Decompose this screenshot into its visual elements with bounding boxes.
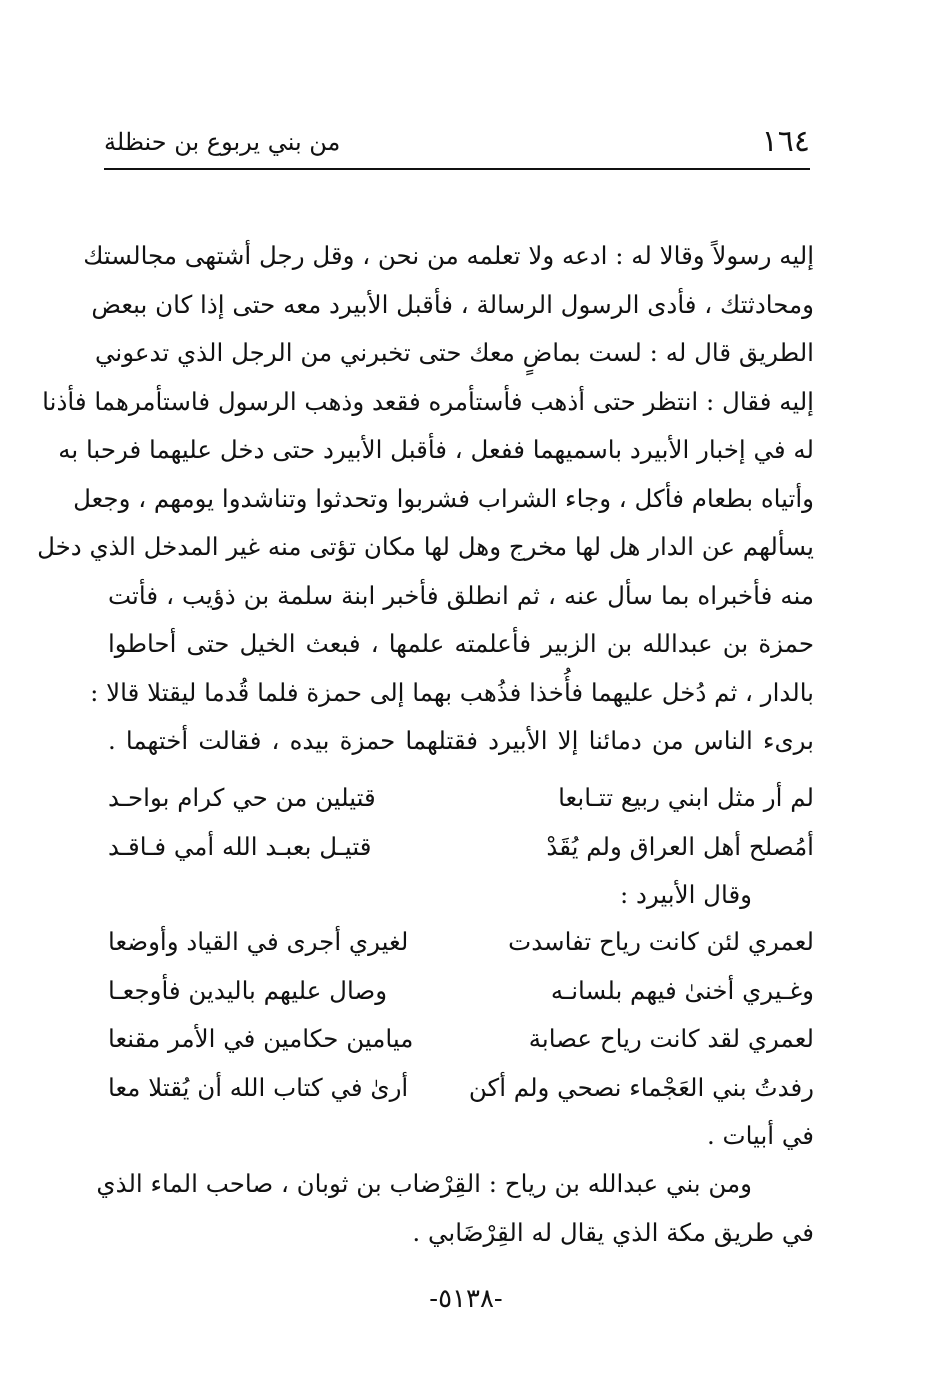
first-hemistich: لعمري لقد كانت رياح عصابة <box>528 1024 814 1053</box>
verse-line <box>108 967 814 1016</box>
page-header <box>104 118 810 170</box>
text-line: يسألهم عن الدار هل لها مخرج وهل لها مكان تؤتى منه غير المدخل الذي دخل <box>37 532 814 561</box>
verse-line <box>108 774 814 823</box>
text-line: إليه رسولاً وقالا له : ادعه ولا تعلمه من نحن ، وقل رجل أشتهى مجالستك <box>83 241 814 270</box>
second-hemistich: قتيـل بعبـد الله أمي فـاقـد <box>108 831 372 861</box>
text-line: ومحادثتك ، فأدى الرسول الرسالة ، فأقبل الأبيرد معه حتى إذا كان ببعض <box>91 289 814 319</box>
poem-intro: وقال الأبيرد : <box>619 880 752 909</box>
first-hemistich: وغـيري أخنىٰ فيهم بلسانـه <box>550 975 814 1005</box>
text-line: إليه فقال : انتظر حتى أذهب فأستأمره فقعد وذهب الرسول فاستأمرهما فأذنا <box>42 386 814 416</box>
second-hemistich: قتيلين من حي كرام بواحـد <box>108 783 376 812</box>
text-line: بالدار ، ثم دُخل عليهما فأُخذا فذُهب بهما إلى حمزة فلما قُدما ليقتلا قالا : <box>90 677 814 707</box>
verse-line <box>108 918 814 967</box>
text-line: وأتياه بطعام فأكل ، وجاء الشراب فشربوا وتحدثوا وتناشدوا يومهم ، وجعل <box>73 483 814 513</box>
first-hemistich: أمُصلح أهل العراق ولم يُقَدْ <box>546 831 814 861</box>
verse-line <box>108 823 814 872</box>
sister-poem <box>108 774 814 871</box>
first-hemistich: رفدتُ بني العَجْماء نصحي ولم أكن <box>468 1072 814 1102</box>
second-hemistich: ميامين حكامين في الأمر مقنعا <box>108 1024 414 1053</box>
verse-line <box>108 1064 814 1113</box>
text-line: حمزة بن عبدالله بن الزبير فأعلمته علمها ، فبعث الخيل حتى أحاطوا <box>108 629 814 658</box>
second-hemistich: وصال عليهم باليدين فأوجعـا <box>108 975 388 1005</box>
main-paragraph <box>37 232 814 766</box>
closing-paragraph <box>96 1160 814 1257</box>
first-hemistich: لعمري لئن كانت رياح تفاسدت <box>508 927 814 956</box>
header-page-number: ١٦٤ <box>761 124 810 159</box>
second-hemistich: لغيري أجرى في القياد وأوضعا <box>108 927 409 956</box>
text-line: منه فأخبراه بما سأل عنه ، ثم انطلق فأخبر ابنة سلمة بن ذؤيب ، فأتت <box>108 580 814 610</box>
second-hemistich: أرىٰ في كتاب الله أن يُقتلا معا <box>108 1072 409 1102</box>
footer-page-number: -٥١٣٨- <box>429 1284 503 1314</box>
text-line: الطريق قال له : لست بماضٍ معك حتى تخبرني من الرجل الذي تدعوني <box>95 338 814 367</box>
abyrad-poem <box>108 918 814 1112</box>
text-line: برىء الناس من دمائنا إلا الأبيرد فقتلهما حمزة بيده ، فقالت أختهما . <box>108 726 814 755</box>
text-line: ومن بني عبدالله بن رياح : القِرْضاب بن ثوبان ، صاحب الماء الذي <box>96 1169 752 1198</box>
verse-line <box>108 1015 814 1064</box>
running-title: من بني يربوع بن حنظلة <box>104 128 341 156</box>
text-line: له في إخبار الأبيرد باسميهما ففعل ، فأقبل الأبيرد حتى دخل عليهما فرحبا به <box>58 435 814 464</box>
first-hemistich: لم أر مثل ابني ربيع تتـابعا <box>558 783 814 812</box>
text-line: في طريق مكة الذي يقال له القِرْضَابي . <box>412 1217 814 1247</box>
poem-outro: في أبيات . <box>706 1121 814 1150</box>
